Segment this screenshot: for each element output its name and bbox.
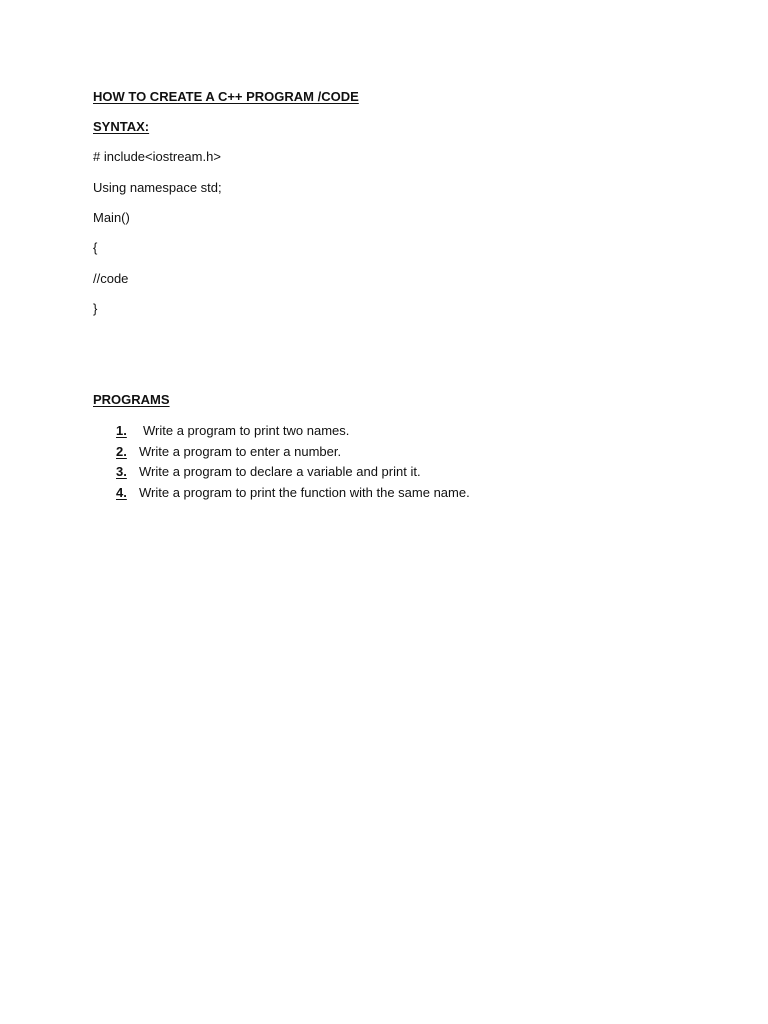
document-title: HOW TO CREATE A C++ PROGRAM /CODE xyxy=(93,89,359,104)
programs-heading: PROGRAMS xyxy=(93,392,170,407)
list-item-number: 4. xyxy=(116,485,127,501)
code-line: { xyxy=(93,240,98,255)
list-item-text: Write a program to enter a number. xyxy=(139,443,342,459)
list-item xyxy=(116,444,470,465)
code-line: //code xyxy=(93,271,129,286)
list-item-number: 1. xyxy=(116,423,127,438)
list-item xyxy=(116,423,470,444)
list-item-text: Write a program to print two names. xyxy=(143,423,350,438)
list-item-number: 2. xyxy=(116,443,127,459)
list-item xyxy=(116,485,470,506)
list-item xyxy=(116,464,470,485)
list-item-text: Write a program to declare a variable and print it. xyxy=(139,464,421,480)
code-line: Main() xyxy=(93,210,130,225)
code-line: } xyxy=(93,301,98,316)
list-item-number: 3. xyxy=(116,464,127,480)
list-item-text: Write a program to print the function with the same name. xyxy=(139,485,470,501)
code-line: # include<iostream.h> xyxy=(93,149,221,164)
code-line: Using namespace std; xyxy=(93,180,222,195)
syntax-heading: SYNTAX: xyxy=(93,119,150,134)
programs-list xyxy=(116,423,470,506)
